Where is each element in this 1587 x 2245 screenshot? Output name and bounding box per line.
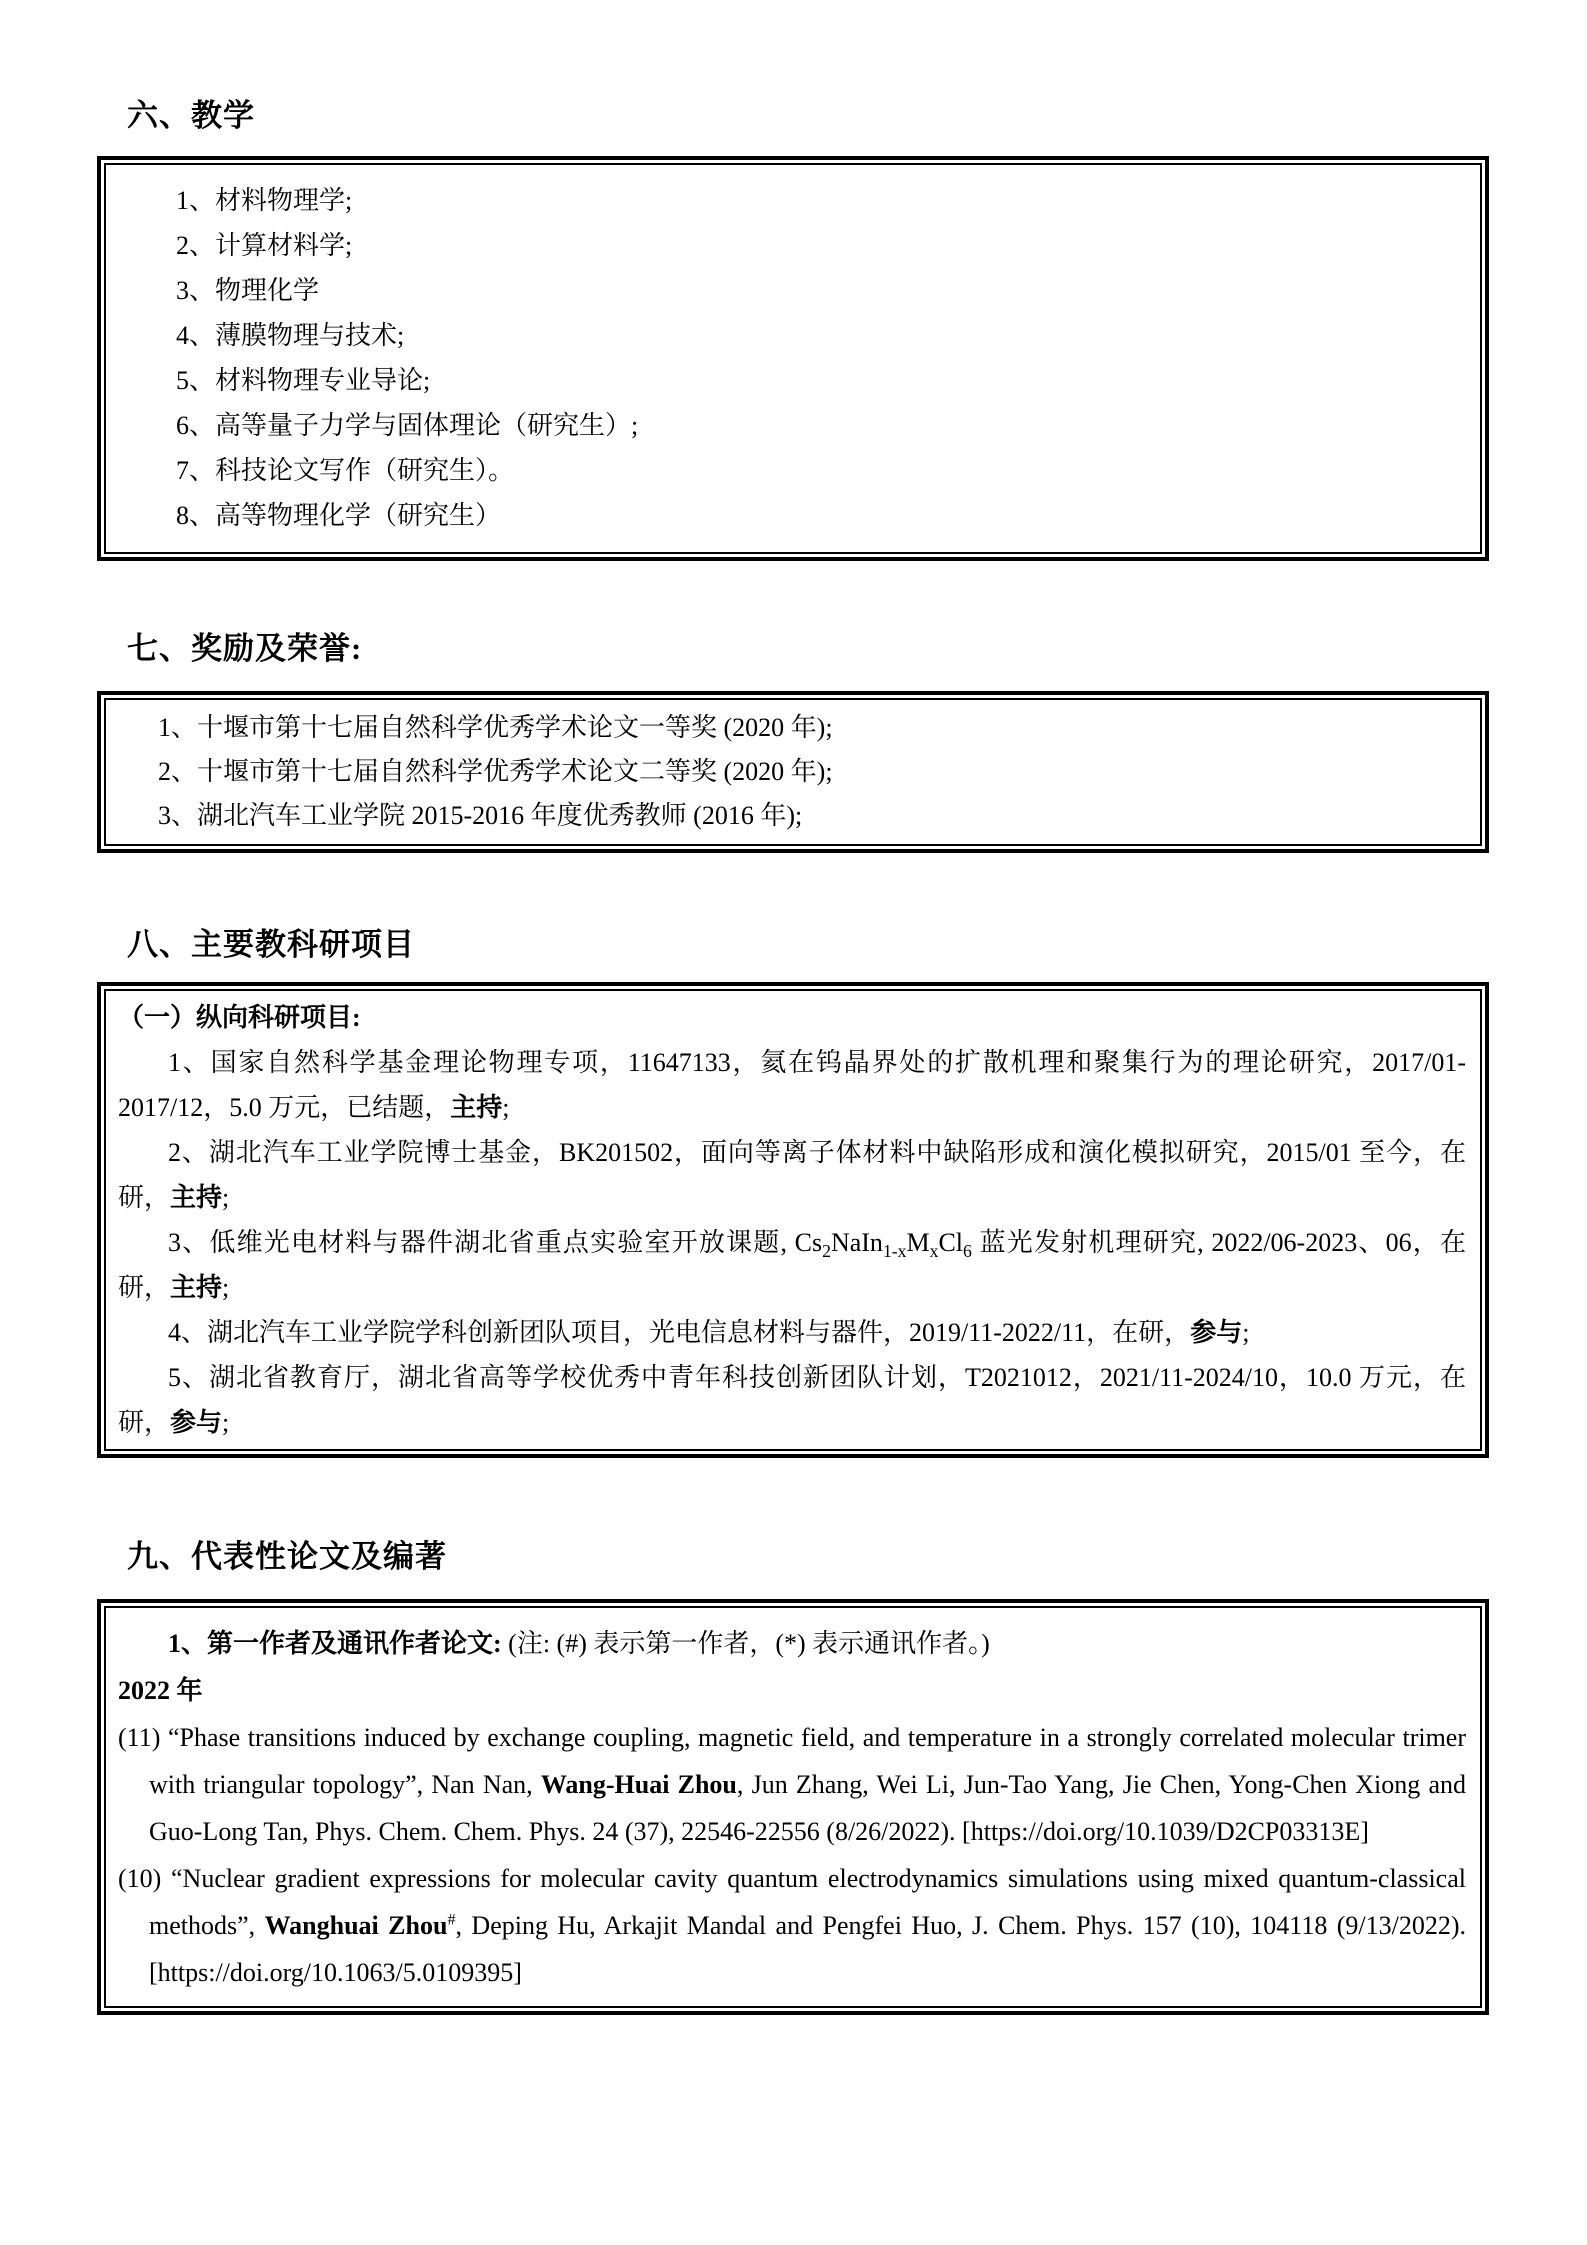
paragraph: 3、低维光电材料与器件湖北省重点实验室开放课题, $Cs_2NaIn_{1-x}M_xCl_6$ 蓝光发射机理研究, 2022/06-2023、06，在研，主持; bbox=[118, 1228, 1466, 1302]
list-item: 8、高等物理化学（研究生） bbox=[176, 501, 502, 530]
paragraph: 4、湖北汽车工业学院学科创新团队项目，光电信息材料与器件，2019/11-2022/11，在研，参与; bbox=[168, 1318, 1250, 1347]
list-item: 3、湖北汽车工业学院 2015-2016 年度优秀教师 (2016 年); bbox=[158, 801, 803, 830]
section-teaching bbox=[97, 98, 1489, 561]
list-item: 7、科技论文写作（研究生）。 bbox=[176, 456, 515, 485]
papers-heading: 九、代表性论文及编著 bbox=[127, 1539, 447, 1574]
papers-paragraphs bbox=[104, 1606, 1482, 2008]
paragraph: 1、国家自然科学基金理论物理专项，11647133，氦在钨晶界处的扩散机理和聚集行为的理论研究，2017/01-2017/12，5.0 万元，已结题，主持; bbox=[118, 1048, 1466, 1122]
projects-box bbox=[97, 982, 1489, 1458]
awards-box bbox=[97, 691, 1489, 853]
list-item: 5、材料物理专业导论; bbox=[176, 366, 431, 395]
list-item: 1、十堰市第十七届自然科学优秀学术论文一等奖 (2020 年); bbox=[158, 713, 833, 742]
section-papers bbox=[97, 1539, 1489, 2015]
awards-heading: 七、奖励及荣誉: bbox=[127, 631, 363, 666]
list-item: 2、计算材料学; bbox=[176, 231, 353, 260]
section-projects bbox=[97, 927, 1489, 1458]
list-item: 3、物理化学 bbox=[176, 276, 320, 305]
teaching-course-list bbox=[104, 163, 1482, 554]
paragraph: （一）纵向科研项目: bbox=[118, 1003, 361, 1032]
list-item: 6、高等量子力学与固体理论（研究生）; bbox=[176, 411, 639, 440]
list-item: 1、材料物理学; bbox=[176, 186, 353, 215]
paragraph: (11) “Phase transitions induced by exchange coupling, magnetic field, and temperature in a strongly correlated molecular trimer with triangular topology”, Nan Nan, Wang-Huai Zhou, Jun Zhang, Wei Li, Jun-Tao Yang, Jie Chen, Yong-Chen Xiong and Guo-Long Tan, Phys. Chem. Chem. Phys. 24 (37), 22546-22556 (8/26/2022). [https://doi.org/10.1039/D2CP03313E] bbox=[118, 1723, 1466, 1846]
document-content bbox=[97, 0, 1489, 2015]
projects-paragraphs bbox=[104, 989, 1482, 1451]
projects-heading: 八、主要教科研项目 bbox=[127, 927, 415, 962]
list-item: 2、十堰市第十七届自然科学优秀学术论文二等奖 (2020 年); bbox=[158, 757, 833, 786]
teaching-heading: 六、教学 bbox=[127, 98, 255, 133]
paragraph: 5、湖北省教育厅，湖北省高等学校优秀中青年科技创新团队计划，T2021012，2021/11-2024/10，10.0 万元，在研，参与; bbox=[118, 1363, 1466, 1437]
teaching-box bbox=[97, 156, 1489, 561]
section-awards bbox=[97, 631, 1489, 853]
papers-box bbox=[97, 1599, 1489, 2015]
paragraph: 2、湖北汽车工业学院博士基金，BK201502，面向等离子体材料中缺陷形成和演化模拟研究，2015/01 至今，在研，主持; bbox=[118, 1138, 1466, 1212]
paragraph: 1、第一作者及通讯作者论文: (注: (#) 表示第一作者，(*) 表示通讯作者。) bbox=[168, 1629, 990, 1658]
paragraph: 2022 年 bbox=[118, 1676, 203, 1705]
awards-list bbox=[104, 698, 1482, 846]
list-item: 4、薄膜物理与技术; bbox=[176, 321, 405, 350]
paragraph: (10) “Nuclear gradient expressions for molecular cavity quantum electrodynamics simulations using mixed quantum-classical methods”, Wanghuai Zhou#, Deping Hu, Arkajit Mandal and Pengfei Huo, J. Chem. Phys. 157 (10), 104118 (9/13/2022). [https://doi.org/10.1063/5.0109395] bbox=[118, 1864, 1466, 1987]
